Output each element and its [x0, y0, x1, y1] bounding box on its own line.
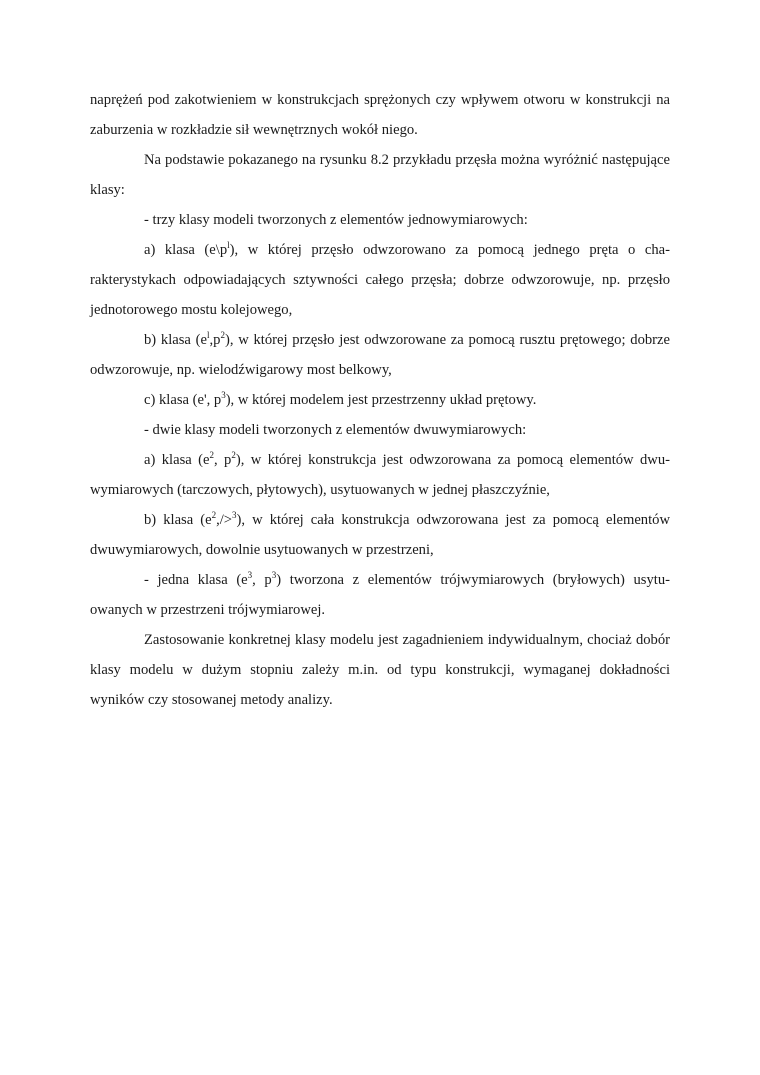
paragraph-text: ), w której przęsło odwzorowano za pomocą jednego pręta o cha-rakterystykach odpowiadających sztywności całego przęsła; dobrze odwzorowuje, np. przęsło jednotorowego mostu kolejowego,	[90, 242, 671, 318]
body-paragraph	[90, 445, 670, 505]
superscript-text: 2	[211, 510, 217, 521]
superscript-text: l	[227, 240, 230, 251]
paragraph-text: b) klasa (e	[144, 332, 207, 348]
paragraph-text: - jedna klasa (e	[144, 572, 248, 588]
body-paragraph	[90, 625, 670, 715]
superscript-text: 3	[247, 570, 253, 581]
body-paragraph	[90, 85, 670, 145]
paragraph-text: c) klasa (e', p	[144, 392, 222, 408]
superscript-text: 3	[232, 510, 237, 521]
superscript-text: 2	[220, 330, 225, 341]
body-paragraph	[90, 205, 670, 235]
body-paragraph	[90, 385, 670, 415]
paragraph-text: Zastosowanie konkretnej klasy modelu jest zagadnieniem indywidualnym, chociaż dobór klasy modelu w dużym stopniu zależy m.in. od typu konstrukcji, wymaganej dokładności wyników czy stosowanej metody analizy.	[90, 632, 670, 708]
superscript-text: 2	[209, 450, 214, 461]
paragraph-text: - dwie klasy modeli tworzonych z elementów dwuwymiarowych:	[144, 422, 527, 438]
paragraph-text: , p	[213, 452, 232, 468]
body-paragraph	[90, 505, 670, 565]
document-page	[90, 85, 670, 715]
paragraph-text: naprężeń pod zakotwieniem w konstrukcjach sprężonych czy wpływem otworu w konstrukcji na zaburzenia w rozkładzie sił wewnętrznych wokół niego.	[90, 92, 670, 138]
body-paragraph	[90, 415, 670, 445]
paragraph-text: a) klasa (e	[144, 452, 210, 468]
paragraph-text: Na podstawie pokazanego na rysunku 8.2 przykładu przęsła można wyróżnić następujące klasy:	[90, 152, 670, 198]
body-paragraph	[90, 235, 670, 325]
superscript-text: 3	[271, 570, 277, 581]
paragraph-text: ), w której modelem jest przestrzenny układ prętowy.	[225, 392, 537, 408]
paragraph-text: b) klasa (e	[144, 512, 212, 528]
paragraph-text: ) tworzona z elementów trójwymiarowych (bryłowych) usytu-owanych w przestrzeni trójwymiarowej.	[90, 572, 670, 618]
paragraph-text: ,p	[209, 332, 221, 348]
superscript-text: 2	[231, 450, 236, 461]
body-paragraph	[90, 565, 670, 625]
superscript-text: 3	[221, 390, 226, 401]
paragraph-text: ), w której konstrukcja jest odwzorowana za pomocą elementów dwu-wymiarowych (tarczowych, płytowych), usytuowanych w jednej płaszczyźnie,	[90, 452, 670, 498]
superscript-text: l	[206, 330, 210, 341]
paragraph-text: , p	[252, 572, 272, 588]
paragraph-text: ,/>	[216, 512, 233, 528]
paragraph-text: ), w której cała konstrukcja odwzorowana jest za pomocą elementów dwuwymiarowych, dowolnie usytuowanych w przestrzeni,	[90, 512, 670, 558]
paragraph-text: - trzy klasy modeli tworzonych z elementów jednowymiarowych:	[144, 212, 528, 228]
body-paragraph	[90, 145, 670, 205]
body-paragraph	[90, 325, 670, 385]
paragraph-text: ), w której przęsło jest odwzorowane za pomocą rusztu prętowego; dobrze odwzorowuje, np. wielodźwigarowy most belkowy,	[90, 332, 670, 378]
paragraph-text: a) klasa (e\p	[144, 242, 228, 258]
